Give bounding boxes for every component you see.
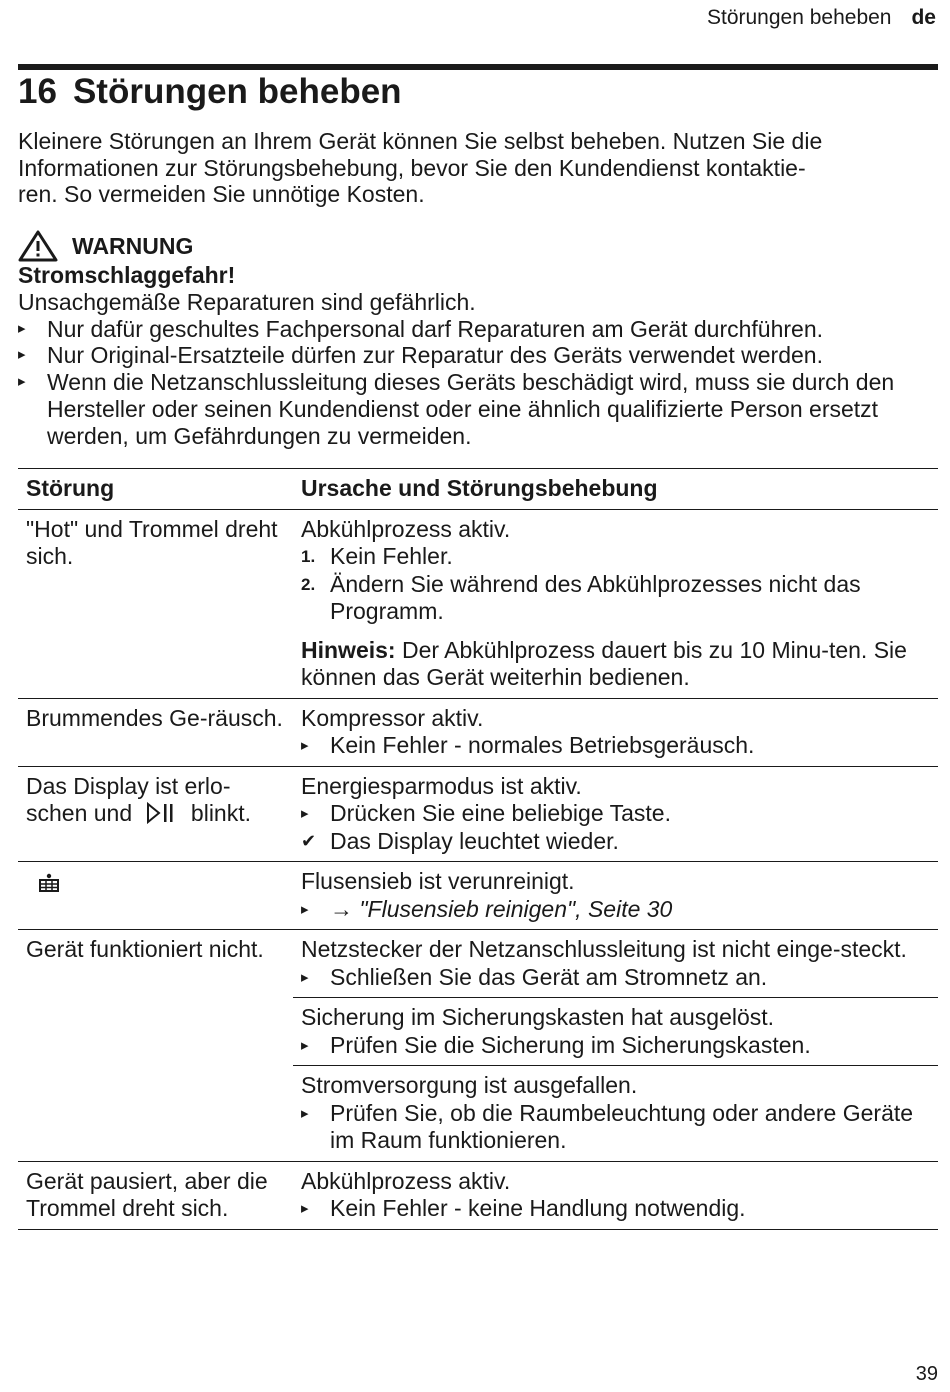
fault-cell: Das Display ist erlo-schen und blinkt. — [18, 767, 293, 862]
warning-title: Stromschlaggefahr! — [18, 262, 236, 288]
note-label: Hinweis: — [301, 636, 396, 663]
cause-text: Stromversorgung ist ausgefallen. — [301, 1072, 638, 1098]
column-header-cause: Ursache und Störungsbehebung — [301, 475, 658, 501]
bullet-triangle-icon: ▸ — [301, 805, 309, 822]
table-row — [18, 1162, 938, 1230]
chapter-title: Störungen beheben — [72, 72, 402, 111]
cause-text: Energiesparmodus ist aktiv. — [301, 772, 582, 799]
table-row — [18, 699, 938, 767]
troubleshooting-table — [18, 468, 938, 1230]
bullet-triangle-icon: ▸ — [301, 737, 309, 754]
table-row — [18, 767, 938, 863]
checkmark-icon: ✔ — [301, 830, 317, 851]
note: Hinweis: Der Abkühlprozess dauert bis zu 10 Minu-ten. Sie können das Gerät weiterhin bedienen. — [301, 636, 907, 690]
step-item: 1. Kein Fehler. — [301, 543, 453, 569]
cause-subcell — [293, 1065, 938, 1161]
warning-header — [18, 230, 938, 262]
lint-filter-icon — [38, 872, 60, 900]
running-header-title: Störungen beheben — [706, 6, 892, 29]
warning-list-item: ▸ Wenn die Netzanschlussleitung dieses Geräts beschädigt wird, muss sie durch den Hersteller oder seinen Kundendienst oder eine ähnlich qualifizierte Person ersetzt werden, um Gefährdungen zu vermeiden. — [18, 369, 895, 449]
action-item — [301, 896, 930, 924]
cause-cell — [293, 699, 938, 766]
table-row — [18, 930, 938, 1162]
arrow-icon: → — [330, 895, 353, 922]
intro-paragraph — [18, 128, 933, 208]
language-code: de — [911, 6, 936, 29]
cause-text: Netzstecker der Netzanschlussleitung ist nicht einge-steckt. — [301, 936, 907, 962]
cause-cell — [293, 767, 938, 862]
intro-line: ren. So vermeiden Sie unnötige Kosten. — [18, 181, 425, 207]
fault-cell: "Hot" und Trommel dreht sich. — [26, 515, 278, 569]
cause-text: Kompressor aktiv. — [301, 704, 484, 731]
cause-subcell — [293, 930, 938, 997]
table-row — [18, 862, 938, 930]
action-item: ▸ Prüfen Sie die Sicherung im Sicherungskasten. — [301, 1031, 811, 1058]
action-item: ▸ Prüfen Sie, ob die Raumbeleuchtung oder andere Geräte im Raum funktionieren. — [301, 1099, 914, 1153]
cause-text: Abkühlprozess aktiv. — [301, 515, 511, 542]
intro-line: Informationen zur Störungsbehebung, bevor Sie den Kundendienst kontaktie- — [18, 154, 806, 181]
fault-cell: Brummendes Ge-räusch. — [26, 704, 283, 731]
chapter-number: 16 — [18, 72, 57, 111]
warning-list-item: ▸ Nur Original-Ersatzteile dürfen zur Reparatur des Geräts verwendet werden. — [18, 342, 823, 369]
column-header-fault: Störung — [26, 475, 115, 501]
cause-text: Abkühlprozess aktiv. — [301, 1167, 511, 1194]
start-pause-icon — [145, 802, 179, 831]
bullet-triangle-icon: ▸ — [18, 373, 26, 391]
warning-label: WARNUNG — [72, 232, 194, 259]
result-item: ✔ Das Display leuchtet wieder. — [301, 827, 619, 854]
step-item: 2. Ändern Sie während des Abkühlprozesses nicht das Programm. — [301, 570, 861, 624]
bullet-triangle-icon: ▸ — [301, 968, 309, 986]
cause-cell — [293, 930, 938, 1161]
header-rule — [18, 64, 938, 70]
running-header — [707, 6, 936, 30]
cause-text: Sicherung im Sicherungskasten hat ausgelöst. — [301, 1004, 775, 1030]
warning-block — [18, 230, 938, 450]
warning-triangle-icon — [18, 230, 58, 262]
cross-reference-link[interactable]: "Flusensieb reinigen", Seite 30 — [359, 895, 673, 922]
action-item: ▸ Drücken Sie eine beliebige Taste. — [301, 800, 671, 826]
action-item: ▸ Schließen Sie das Gerät am Stromnetz an. — [301, 963, 768, 990]
bullet-triangle-icon: ▸ — [18, 346, 26, 364]
bullet-triangle-icon: ▸ — [301, 1200, 309, 1217]
cause-subcell — [293, 997, 938, 1065]
intro-line: Kleinere Störungen an Ihrem Gerät können Sie selbst beheben. Nutzen Sie die — [18, 128, 823, 154]
cause-cell — [293, 510, 938, 698]
bullet-triangle-icon: ▸ — [301, 1036, 309, 1054]
warning-text: Unsachgemäße Reparaturen sind gefährlich. — [18, 288, 476, 315]
cause-cell — [293, 1162, 938, 1229]
bullet-triangle-icon: ▸ — [18, 319, 26, 337]
cause-text: Flusensieb ist verunreinigt. — [301, 868, 575, 894]
table-header-row — [18, 469, 938, 510]
action-item: ▸ Kein Fehler - normales Betriebsgeräusch. — [301, 732, 755, 758]
fault-cell: Gerät pausiert, aber die Trommel dreht sich. — [26, 1167, 268, 1221]
action-item: ▸ Kein Fehler - keine Handlung notwendig. — [301, 1195, 746, 1221]
fault-cell: Gerät funktioniert nicht. — [26, 936, 264, 962]
bullet-triangle-icon: ▸ — [301, 1104, 309, 1122]
warning-list-item: ▸ Nur dafür geschultes Fachpersonal darf Reparaturen am Gerät durchführen. — [18, 315, 824, 342]
chapter-heading — [18, 72, 402, 112]
fault-cell — [18, 862, 293, 929]
bullet-triangle-icon: ▸ — [301, 900, 309, 918]
table-row — [18, 510, 938, 699]
page-number: 39 — [915, 1363, 938, 1385]
cause-cell — [293, 862, 938, 929]
